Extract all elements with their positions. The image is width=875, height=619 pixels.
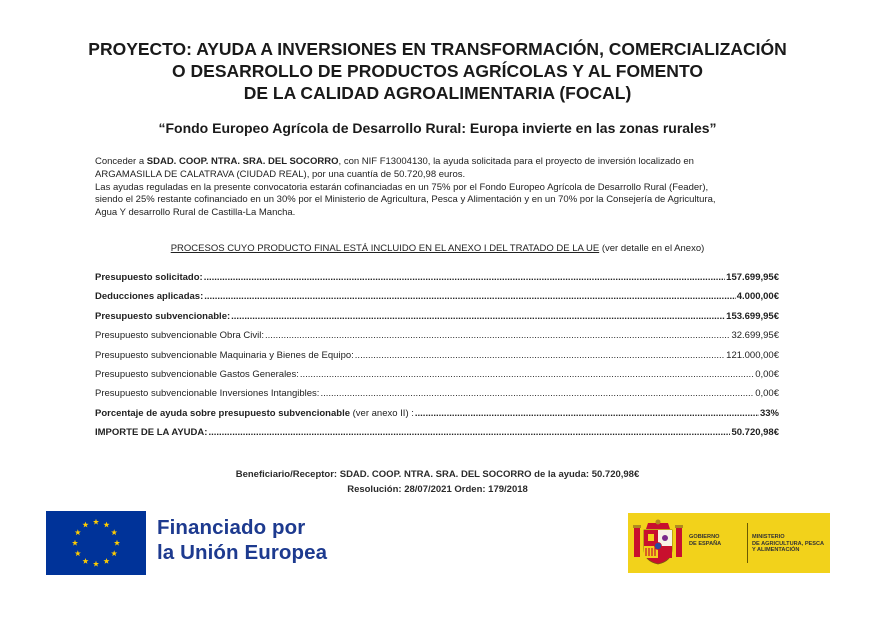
page-title [0,38,875,104]
beneficiary-line: Beneficiario/Receptor: SDAD. COOP. NTRA. SRA. DEL SOCORRO de la ayuda: 50.720,98€ [235,469,640,480]
eu-funding-label [157,515,327,565]
gobierno-label [689,534,721,547]
procesos-note: (ver detalle en el Anexo) [599,243,705,254]
title-line-2: O DESARROLLO DE PRODUCTOS AGRÍCOLAS Y AL FOMENTO [172,61,703,81]
intro-text: Conceder a [95,156,147,167]
subtitle: “Fondo Europeo Agrícola de Desarrollo Rural: Europa invierte en las zonas rurales” [158,120,717,136]
budget-value: 32.699,95€ [731,330,779,342]
title-line-1: PROYECTO: AYUDA A INVERSIONES EN TRANSFORMACIÓN, COMERCIALIZACIÓN [88,39,787,59]
budget-label: Presupuesto subvencionable Obra Civil: [95,330,264,342]
eu-star-icon [82,558,88,564]
budget-label: Presupuesto subvencionable Gastos Generales: [95,368,299,380]
eu-flag-icon [46,511,146,575]
leader-dots [320,388,754,399]
leader-dots [204,272,725,283]
budget-label-suffix: (ver anexo II) : [350,407,414,419]
budget-label: Presupuesto subvencionable: [95,310,231,322]
eu-star-icon [93,561,99,567]
eu-star-icon [114,540,120,546]
leader-dots [204,291,736,302]
intro-text: , con NIF F13004130, la ayuda solicitada para el proyecto de inversión localizado en [338,156,694,167]
intro-line-1 [95,156,795,169]
eu-star-icon [93,519,99,525]
eu-star-icon [75,550,81,556]
intro-line-2: ARGAMASILLA DE CALATRAVA (CIUDAD REAL), por una cuantía de 50.720,98 euros. [95,168,466,180]
procesos-title: PROCESOS CUYO PRODUCTO FINAL ESTÁ INCLUIDO EN EL ANEXO I DEL TRATADO DE LA UE [170,243,600,254]
leader-dots [300,369,754,380]
eu-star-icon [82,522,88,528]
procesos-heading [0,243,875,254]
budget-row [95,330,779,349]
leader-dots [208,427,730,438]
budget-row [95,388,779,407]
ministerio-label [752,534,824,554]
budget-row [95,291,779,310]
logo-divider [747,523,748,563]
intro-paragraph [95,156,795,220]
budget-row [95,408,779,427]
beneficiary-name: SDAD. COOP. NTRA. SRA. DEL SOCORRO [146,156,339,167]
ministerio-line-1: MINISTERIO [752,534,785,540]
title-line-3: DE LA CALIDAD AGROALIMENTARIA (FOCAL) [243,83,632,103]
intro-line-4: siendo el 25% restante cofinanciado en un 30% por el Ministerio de Agricultura, Pesca y Alimentación y en un 70% por la Consejería de Agricultura, [95,194,716,206]
budget-row [95,369,779,388]
budget-label: Presupuesto subvencionable Inversiones Intangibles: [95,388,320,400]
budget-value: 0,00€ [755,368,779,380]
gobierno-line-1: GOBIERNO [689,534,720,540]
budget-value: 33% [759,407,779,419]
ministerio-line-3: Y ALIMENTACIÓN [752,547,800,553]
eu-line-1: Financiado por [157,516,306,539]
gobierno-line-2: DE ESPAÑA [689,540,722,547]
eu-star-icon [72,540,78,546]
leader-dots [415,408,759,419]
eu-star-icon [103,558,109,564]
eu-line-2: la Unión Europea [157,541,328,564]
eu-star-icon [111,529,117,535]
government-logo [628,513,830,573]
leader-dots [355,350,725,361]
ministerio-line-2: DE AGRICULTURA, PESCA [752,540,825,547]
budget-row [95,272,779,291]
budget-label: Presupuesto solicitado: [95,272,203,283]
budget-value: 121.000,00€ [726,349,779,361]
budget-value: 50.720,98€ [731,427,779,439]
budget-value: 4.000,00€ [736,291,779,303]
budget-row [95,350,779,369]
budget-label-main: Porcentaje de ayuda sobre presupuesto subvencionable [95,407,350,419]
intro-line-5: Agua Y desarrollo Rural de Castilla-La Mancha. [95,207,296,219]
eu-star-icon [111,550,117,556]
budget-value: 157.699,95€ [726,272,779,283]
eu-star-icon [75,529,81,535]
budget-label: IMPORTE DE LA AYUDA: [95,427,208,439]
leader-dots [265,330,730,341]
leader-dots [231,311,725,322]
spain-coat-of-arms-icon [632,517,684,569]
budget-value: 153.699,95€ [726,310,779,322]
budget-table [95,272,779,447]
budget-value: 0,00€ [755,388,779,400]
eu-stars [46,511,146,575]
beneficiary-summary [0,468,875,497]
budget-row [95,427,779,446]
intro-line-3: Las ayudas reguladas en la presente convocatoria estarán cofinanciadas en un 75% por el Fondo Europeo Agrícola de Desarrollo Rural (Feader), [95,181,709,193]
budget-label: Deducciones aplicadas: [95,291,204,303]
budget-label: Presupuesto subvencionable Maquinaria y Bienes de Equipo: [95,349,354,361]
budget-row [95,311,779,330]
eu-star-icon [103,522,109,528]
resolution-line: Resolución: 28/07/2021 Orden: 179/2018 [347,483,528,495]
budget-label [95,408,414,419]
